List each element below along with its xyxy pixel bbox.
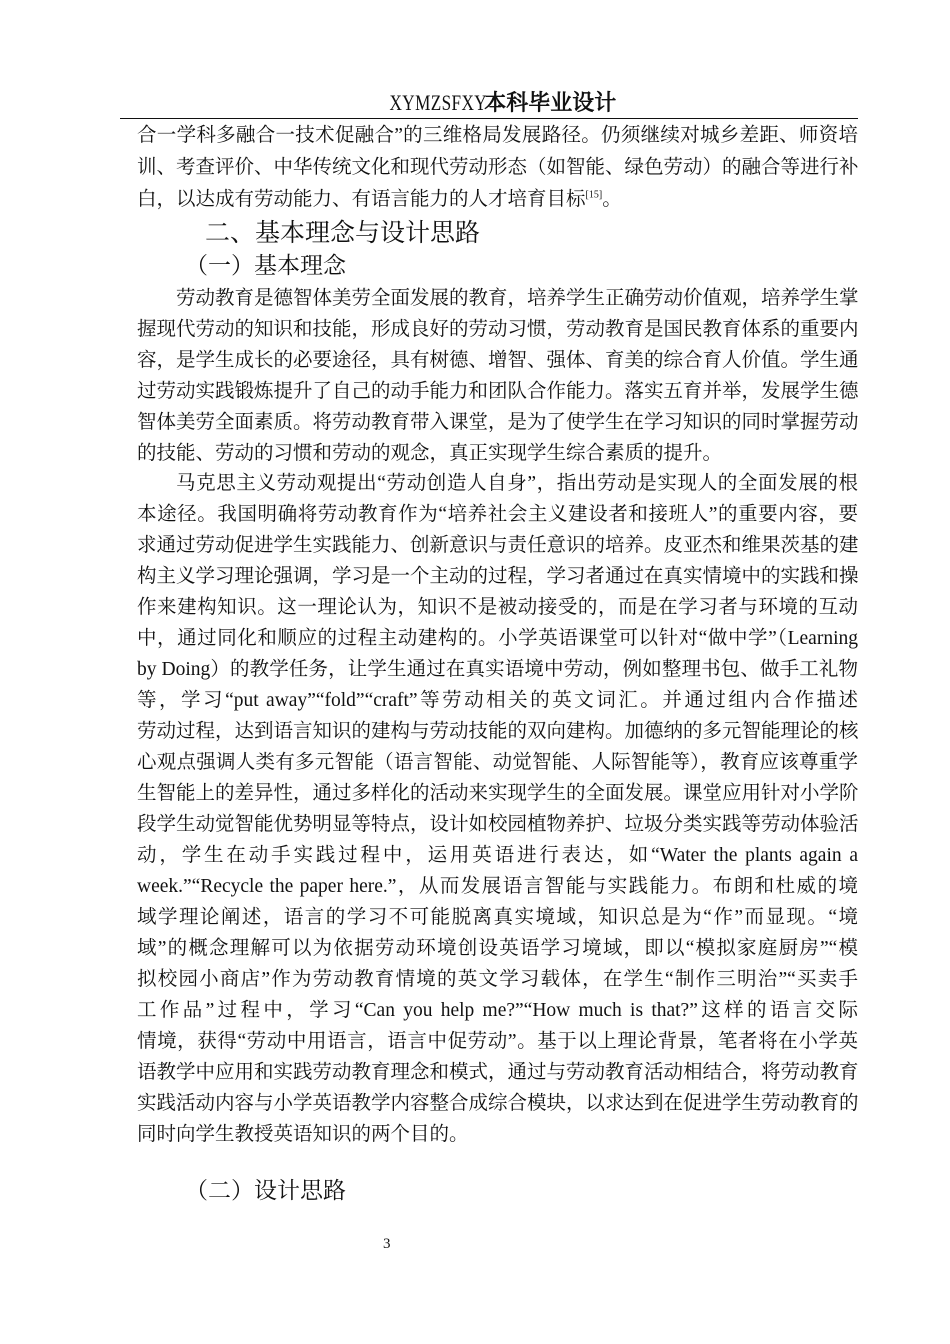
text-line: 域”的概念理解可以为依据劳动环境创设英语学习境域，即以“模拟家庭厨房”“模 <box>137 938 858 959</box>
section-heading: 二、基本理念与设计思路 <box>205 218 481 247</box>
text-line: 的技能、劳动的习惯和劳动的观念，真正实现学生综合素质的提升。 <box>137 443 723 464</box>
text-line: 等，学习“put away”“fold”“craft”等劳动相关的英文词汇。并通过组内合作描述 <box>137 690 858 711</box>
text-line: 工作品”过程中，学习“Can you help me?”“How much is that?”这样的语言交际 <box>137 1000 858 1021</box>
citation[interactable]: [15] <box>585 189 603 201</box>
page-number: 3 <box>383 1236 391 1252</box>
text-line: 劳动过程，达到语言知识的建构与劳动技能的双向建构。加德纳的多元智能理论的核 <box>137 721 859 742</box>
text-line: 构主义学习理论强调，学习是一个主动的过程，学习者通过在真实情境中的实践和操 <box>137 566 859 587</box>
text-line: 段学生动觉智能优势明显等特点，设计如校园植物养护、垃圾分类实践等劳动体验活 <box>137 814 859 835</box>
paragraph-3 <box>137 468 858 1150</box>
subsection-heading-1: （一）基本理念 <box>185 253 346 279</box>
text-line: 情境，获得“劳动中用语言，语言中促劳动”。基于以上理论背景，笔者将在小学英 <box>137 1031 858 1052</box>
text-line: week.”“Recycle the paper here.”，从而发展语言智能与实践能力。布朗和杜威的境 <box>137 876 858 897</box>
text-line: 智体美劳全面素质。将劳动教育带入课堂，是为了使学生在学习知识的同时掌握劳动 <box>137 412 859 433</box>
paragraph-1 <box>137 120 858 216</box>
text-line: 劳动教育是德智体美劳全面发展的教育，培养学生正确劳动价值观，培养学生掌 <box>176 288 859 309</box>
text-line: 本途径。我国明确将劳动教育作为“培养社会主义建设者和接班人”的重要内容，要 <box>137 504 858 525</box>
text-line: 拟校园小商店”作为劳动教育情境的英文学习载体，在学生“制作三明治”“买卖手 <box>137 969 858 990</box>
text-line: 容，是学生成长的必要途径，具有树德、增智、强体、育美的综合育人价值。学生通 <box>137 350 859 371</box>
text-line: 语教学中应用和实践劳动教育理念和模式，通过与劳动教育活动相结合，将劳动教育 <box>137 1062 859 1083</box>
paragraph-2 <box>137 283 858 469</box>
text-line: 心观点强调人类有多元智能（语言智能、动觉智能、人际智能等），教育应该尊重学 <box>137 752 858 773</box>
text-line: by Doing）的教学任务，让学生通过在真实语境中劳动，例如整理书包、做手工礼物 <box>137 659 858 680</box>
header-rule <box>120 118 858 119</box>
text-line: 实践活动内容与小学英语教学内容整合成综合模块，以求达到在促进学生劳动教育的 <box>137 1093 859 1114</box>
text-line: 生智能上的差异性，通过多样化的活动来实现学生的全面发展。课堂应用针对小学阶 <box>137 783 859 804</box>
text-line: 训、考查评价、中华传统文化和现代劳动形态（如智能、绿色劳动）的融合等进行补 <box>137 157 859 178</box>
text-line: 作来建构知识。这一理论认为，知识不是被动接受的，而是在学习者与环境的互动 <box>137 597 858 618</box>
page-header <box>120 88 858 119</box>
text-line: 动，学生在动手实践过程中，运用英语进行表达，如“Water the plants again a <box>137 845 858 866</box>
header-school-code: XYMZSFXY <box>389 90 487 115</box>
text-span: 。 <box>602 189 622 210</box>
header-title: 本科毕业设计 <box>484 91 617 116</box>
text-line: 合一学科多融合一技术促融合”的三维格局发展路径。仍须继续对城乡差距、师资培 <box>137 125 858 146</box>
text-line <box>137 184 858 216</box>
text-line: 中，通过同化和顺应的过程主动建构的。小学英语课堂可以针对“做中学”（Learning <box>137 628 858 649</box>
text-line: 握现代劳动的知识和技能，形成良好的劳动习惯，劳动教育是国民教育体系的重要内 <box>137 319 859 340</box>
text-line: 求通过劳动促进学生实践能力、创新意识与责任意识的培养。皮亚杰和维果茨基的建 <box>137 535 859 556</box>
text-line: 过劳动实践锻炼提升了自己的动手能力和团队合作能力。落实五育并举，发展学生德 <box>137 381 859 402</box>
text-line: 域学理论阐述，语言的学习不可能脱离真实境域，知识总是为“作”而显现。“境 <box>137 907 858 928</box>
text-span: 白，以达成有劳动能力、有语言能力的人才培育目标 <box>137 189 586 210</box>
text-line: 马克思主义劳动观提出“劳动创造人自身”，指出劳动是实现人的全面发展的根 <box>176 473 858 494</box>
subsection-heading-2: （二）设计思路 <box>185 1178 346 1204</box>
text-line: 同时向学生教授英语知识的两个目的。 <box>137 1124 469 1145</box>
